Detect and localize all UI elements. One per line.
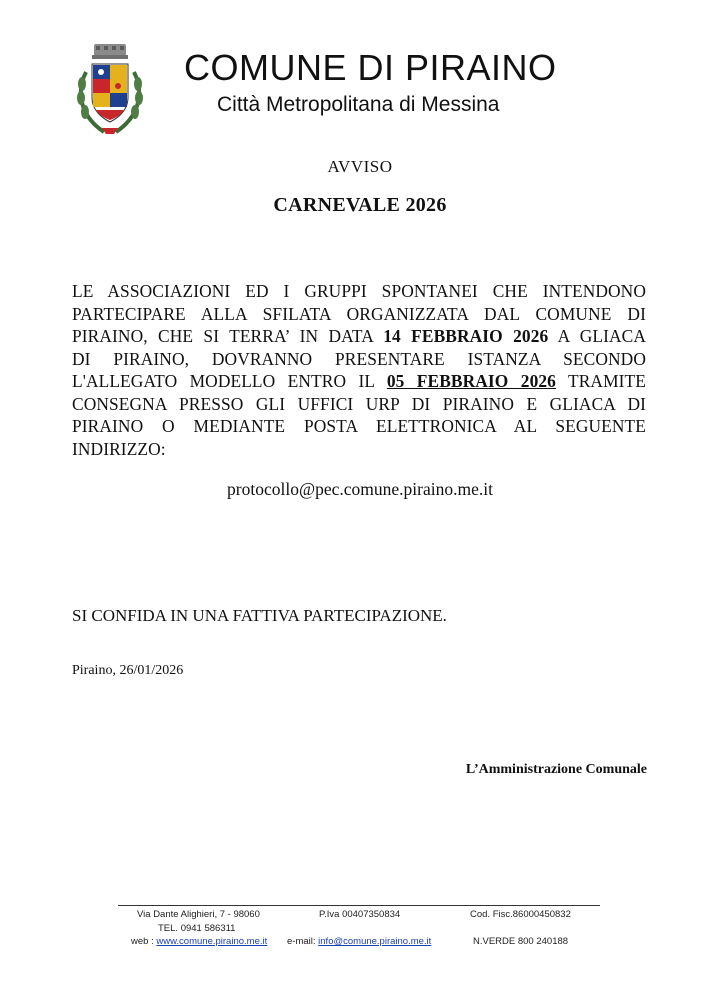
footer-numero-verde: N.VERDE 800 240188 — [473, 936, 569, 947]
email-link[interactable]: info@comune.piraino.me.it — [318, 936, 432, 947]
body-line: PIRAINO, CHE SI TERRA’ IN DATA 14 FEBBRAIO 2026 A GLIACA — [72, 326, 646, 346]
body-line: INDIRIZZO: — [72, 438, 166, 459]
footer-cod-fisc: Cod. Fisc.86000450832 — [470, 909, 571, 920]
notice-label: AVVISO — [327, 157, 393, 176]
pec-email-address[interactable]: protocollo@pec.comune.piraino.me.it — [227, 479, 493, 499]
body-line: L'ALLEGATO MODELLO ENTRO IL 05 FEBBRAIO 2026 TRAMITE — [72, 371, 646, 391]
notice-body — [72, 280, 646, 460]
place-date: Piraino, 26/01/2026 — [72, 663, 184, 678]
footer-phone: TEL. 0941 586311 — [158, 923, 236, 934]
body-line: PIRAINO O MEDIANTE POSTA ELETTRONICA AL SEGUENTE — [72, 416, 646, 436]
event-date: 14 FEBBRAIO 2026 — [383, 326, 549, 346]
footer-divider — [118, 905, 600, 906]
footer-piva: P.Iva 00407350834 — [319, 909, 401, 920]
coat-of-arms-icon — [74, 42, 146, 138]
body-line: PARTECIPARE ALLA SFILATA ORGANIZZATA DAL COMUNE DI — [72, 303, 646, 324]
footer-email: e-mail: info@comune.piraino.me.it — [287, 936, 432, 947]
body-line: DI PIRAINO, DOVRANNO PRESENTARE ISTANZA SECONDO — [72, 348, 646, 369]
municipality-subtitle: Città Metropolitana di Messina — [217, 93, 500, 116]
signature: L’Amministrazione Comunale — [465, 762, 647, 777]
footer-address: Via Dante Alighieri, 7 - 98060 — [137, 909, 260, 920]
body-line: CONSEGNA PRESSO GLI UFFICI URP DI PIRAINO E GLIACA DI — [72, 393, 646, 414]
footer-web: web : www.comune.piraino.me.it — [131, 936, 268, 947]
body-line: LE ASSOCIAZIONI ED I GRUPPI SPONTANEI CHE INTENDONO — [72, 281, 646, 301]
event-title: CARNEVALE 2026 — [273, 194, 447, 216]
municipality-title: COMUNE DI PIRAINO — [184, 47, 557, 88]
website-link[interactable]: www.comune.piraino.me.it — [156, 936, 268, 947]
deadline-date: 05 FEBBRAIO 2026 — [386, 371, 556, 391]
closing-statement: SI CONFIDA IN UNA FATTIVA PARTECIPAZIONE. — [72, 606, 447, 625]
